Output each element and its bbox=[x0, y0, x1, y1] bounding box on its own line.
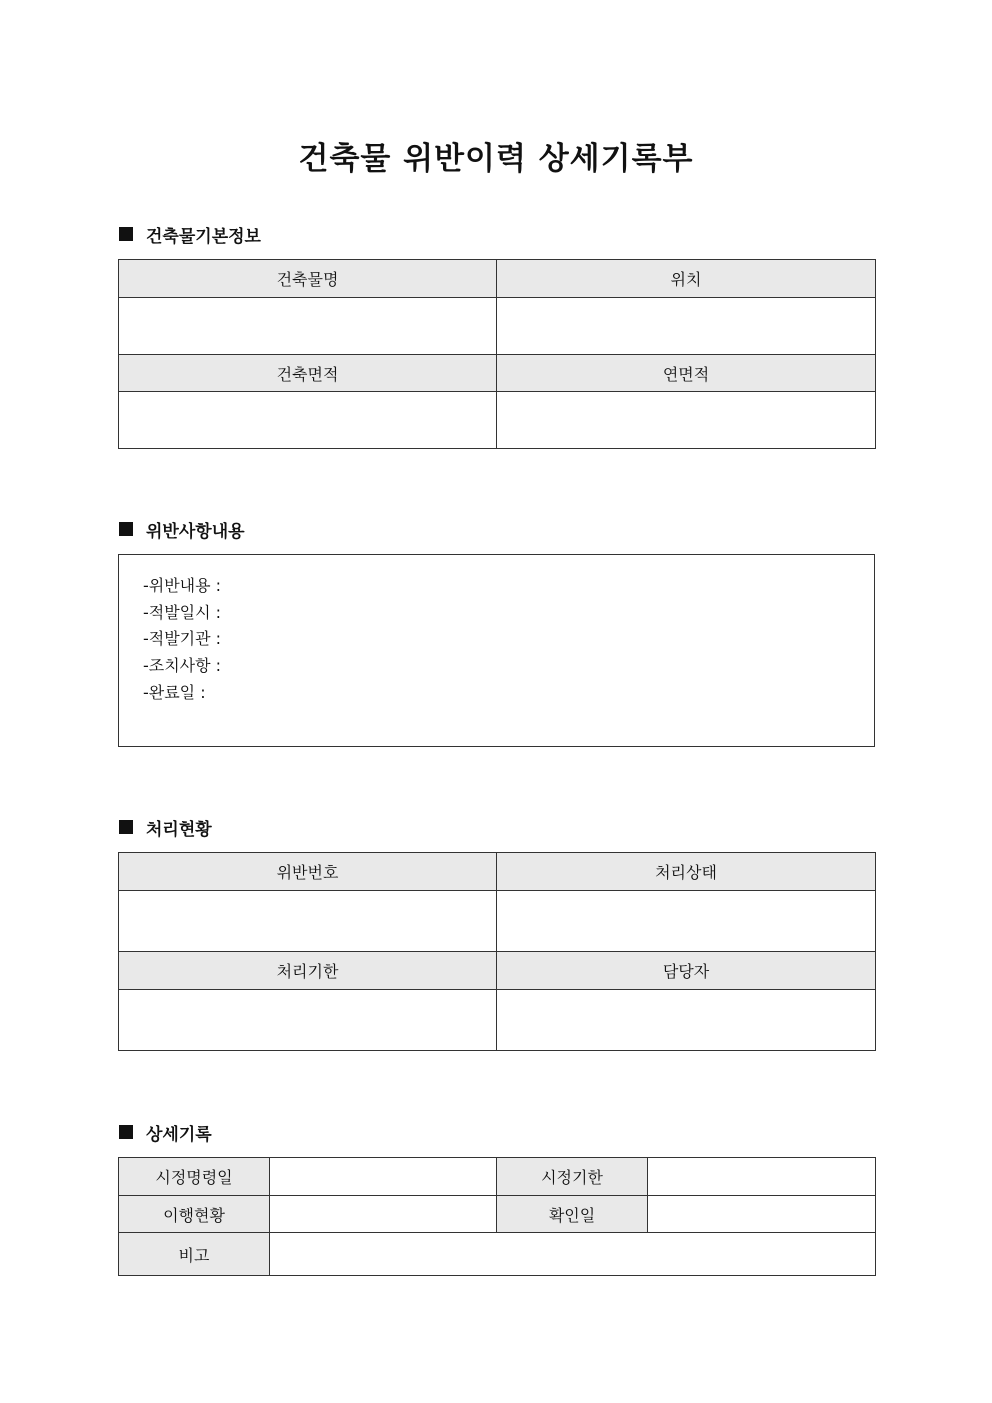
section-heading-processing bbox=[119, 815, 212, 839]
compliance-status-field[interactable] bbox=[270, 1196, 497, 1233]
table-row bbox=[119, 1196, 876, 1233]
square-bullet-icon bbox=[119, 1125, 133, 1139]
correction-order-date-field[interactable] bbox=[270, 1158, 497, 1196]
list-item: -위반내용 : bbox=[143, 576, 222, 595]
person-in-charge-field[interactable] bbox=[497, 990, 876, 1051]
section-heading-detail bbox=[119, 1120, 212, 1144]
table-value-row bbox=[119, 891, 876, 952]
header-cell-location: 위치 bbox=[497, 260, 876, 298]
table-header-row bbox=[119, 853, 876, 891]
table-row bbox=[119, 1158, 876, 1196]
table-header-row bbox=[119, 260, 876, 298]
remarks-field[interactable] bbox=[270, 1233, 876, 1276]
header-cell-building-name: 건축물명 bbox=[119, 260, 497, 298]
list-item: -적발일시 : bbox=[143, 602, 222, 622]
label-cell-remarks: 비고 bbox=[119, 1233, 270, 1276]
table-value-row bbox=[119, 392, 876, 449]
location-field[interactable] bbox=[497, 298, 876, 355]
list-item: -적발기관 : bbox=[143, 629, 222, 649]
section-heading-label: 처리현황 bbox=[146, 819, 212, 840]
header-cell-total-floor-area: 연면적 bbox=[497, 355, 876, 392]
processing-status-field[interactable] bbox=[497, 891, 876, 952]
label-cell-confirmation-date: 확인일 bbox=[497, 1196, 648, 1233]
processing-deadline-field[interactable] bbox=[119, 990, 497, 1051]
document-title: 건축물 위반이력 상세기록부 bbox=[298, 141, 694, 177]
square-bullet-icon bbox=[119, 227, 133, 241]
basic-info-table bbox=[118, 259, 876, 449]
building-area-field[interactable] bbox=[119, 392, 497, 449]
table-value-row bbox=[119, 990, 876, 1051]
square-bullet-icon bbox=[119, 820, 133, 834]
section-heading-basic-info bbox=[119, 222, 261, 246]
header-cell-processing-status: 처리상태 bbox=[497, 853, 876, 891]
table-row bbox=[119, 1233, 876, 1276]
header-cell-violation-number: 위반번호 bbox=[119, 853, 497, 891]
header-cell-building-area: 건축면적 bbox=[119, 355, 497, 392]
label-cell-correction-deadline: 시정기한 bbox=[497, 1158, 648, 1196]
table-header-row bbox=[119, 952, 876, 990]
list-item: -완료일 : bbox=[143, 682, 206, 702]
table-value-row bbox=[119, 298, 876, 355]
label-cell-compliance-status: 이행현황 bbox=[119, 1196, 270, 1233]
section-heading-label: 위반사항내용 bbox=[146, 521, 245, 542]
total-floor-area-field[interactable] bbox=[497, 392, 876, 449]
section-heading-label: 상세기록 bbox=[146, 1124, 212, 1145]
list-item: -조치사항 : bbox=[143, 656, 222, 676]
violation-content-box[interactable] bbox=[118, 554, 875, 747]
building-name-field[interactable] bbox=[119, 298, 497, 355]
processing-table bbox=[118, 852, 876, 1051]
section-heading-violation bbox=[119, 517, 245, 541]
confirmation-date-field[interactable] bbox=[648, 1196, 876, 1233]
section-heading-label: 건축물기본정보 bbox=[146, 226, 261, 247]
label-cell-correction-order-date: 시정명령일 bbox=[119, 1158, 270, 1196]
square-bullet-icon bbox=[119, 522, 133, 536]
table-header-row bbox=[119, 355, 876, 392]
header-cell-person-in-charge: 담당자 bbox=[497, 952, 876, 990]
header-cell-processing-deadline: 처리기한 bbox=[119, 952, 497, 990]
violation-list bbox=[119, 555, 874, 706]
detail-table bbox=[118, 1157, 876, 1276]
correction-deadline-field[interactable] bbox=[648, 1158, 876, 1196]
violation-number-field[interactable] bbox=[119, 891, 497, 952]
